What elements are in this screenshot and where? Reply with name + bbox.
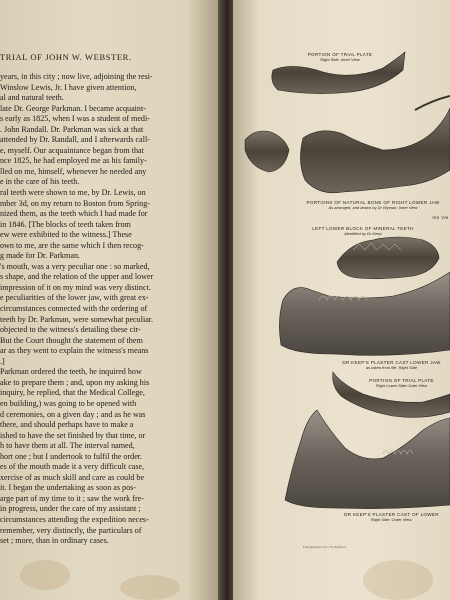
jaw-illustrations	[233, 0, 450, 600]
text-line: set ; more, than in ordinary cases.	[0, 536, 109, 546]
text-line: years, in this city ; now live, adjoining the resi-	[0, 72, 153, 81]
text-line: Winslow Lewis, Jr. I have given attention,	[0, 82, 137, 92]
text-line: d ceremonies, on a given day ; and as he was	[0, 409, 146, 419]
text-line: ral teeth were shown to me, by Dr. Lewis, on	[0, 188, 146, 198]
text-line: Parkman ordered the teeth, he inquired how	[0, 367, 142, 377]
text-line: nce 1825, he had employed me as his family-	[0, 156, 147, 166]
text-line: lled on me, himself, whenever he needed any	[0, 166, 147, 176]
caption-plaster-cast-bottom: DR KEEP'S PLASTER CAST OF LOWER Right Side. Outer View.	[344, 512, 439, 522]
text-line: there, and should perhaps have to make a	[0, 420, 134, 430]
text-line: in progress, under the care of my assistant ;	[0, 504, 141, 514]
text-line: e, myself. Our acquaintance began from that	[0, 145, 144, 155]
caption-trial-plate-bottom: PORTION OF TRIAL PLATE Right Lower Side Outer View	[369, 378, 434, 388]
foxing-stain	[363, 560, 433, 600]
text-line: mber 3d, on my return to Boston from Spring-	[0, 198, 150, 208]
text-line: nized them, as the teeth which I had made for	[0, 209, 148, 219]
text-line: hort one ; but I undertook to fulfil the order.	[0, 451, 143, 461]
text-line: own to me, are the same which I then recog-	[0, 240, 144, 250]
text-line: it. I began the undertaking as soon as pos-	[0, 483, 136, 493]
text-line: attended by Dr. Randall, and I afterwards call-	[0, 135, 150, 145]
caption-plaster-cast-right: DR KEEP'S PLASTER CAST LOWER JAW as taken from life. Right Side	[342, 360, 441, 370]
text-line: arge part of my time to it ; saw the work fre-	[0, 493, 144, 503]
caption-natural-bone: PORTIONS OF NATURAL BONE OF RIGHT LOWER JAW As arranged, and drawn by Dr Wyman, Inner View	[306, 200, 440, 210]
text-line: h to have them at all. The interval named,	[0, 441, 135, 451]
foxing-stain	[120, 575, 180, 600]
text-line: es of the mouth made it a very difficult case,	[0, 462, 145, 472]
text-line: objected to the witness's detailing these cir-	[0, 325, 141, 335]
text-line: .]	[0, 356, 5, 366]
plaster-cast-bottom-drawing	[285, 410, 450, 509]
text-line: s shape, and the relation of the upper and lower	[0, 272, 154, 282]
text-line: circumstances connected with the ordering of	[0, 304, 148, 314]
bone-fragment-left-drawing	[245, 131, 289, 172]
text-line: ew were exhibited to the witness.] These	[0, 230, 132, 240]
text-line: impression of it on my mind was very distinct.	[0, 282, 151, 292]
text-line: g made for Dr. Parkman.	[0, 251, 81, 261]
text-line: s early as 1825, when I was a student of medi-	[0, 114, 150, 124]
natural-bone-drawing	[300, 108, 450, 193]
text-line: 's mouth, was a very peculiar one : so marked,	[0, 261, 150, 271]
text-line: e in the care of his teeth.	[0, 177, 80, 187]
text-line: xercise of as much skill and care as could be	[0, 472, 145, 482]
text-line: e peculiarities of the lower jaw, with great ex-	[0, 293, 149, 303]
text-line: ar as they went to explain the witness's means	[0, 346, 149, 356]
page-text-block	[0, 72, 214, 547]
lithographer-imprint: Lithographed by J. H. Bufford	[303, 545, 346, 549]
text-line: late Dr. George Parkman. I became acquaint-	[0, 103, 146, 113]
text-line: But the Court thought the statement of them	[0, 335, 143, 345]
mineral-teeth-block-drawing	[337, 237, 439, 279]
caption-trial-plate-top: PORTION OF TRIAL PLATE Right Side, Inner View	[307, 52, 373, 62]
left-page	[0, 0, 220, 600]
caption-natural-bone-side: Inn Vie	[432, 215, 449, 220]
right-page-plate	[233, 0, 450, 600]
text-line: ake to prepare them ; and, upon my asking his	[0, 377, 150, 387]
plaster-cast-right-drawing	[279, 272, 450, 355]
text-line: in 1846. [The blocks of teeth taken from	[0, 219, 131, 229]
text-line: inquiry, he replied, that the Medical College,	[0, 388, 145, 398]
running-head: TRIAL OF JOHN W. WEBSTER.	[0, 52, 132, 62]
text-line: en building,) was going to be opened with	[0, 398, 137, 408]
text-line: teeth by Dr. Parkman, were somewhat peculiar.	[0, 314, 154, 324]
text-line: remember, very distinctly, the particulars of	[0, 525, 142, 535]
foxing-stain	[20, 560, 70, 590]
text-line: al and natural teeth.	[0, 93, 64, 103]
text-line: ished to have the set finished by that time, or	[0, 430, 146, 440]
caption-mineral-teeth: LEFT LOWER BLOCK OF MINERAL TEETH Identified by Dr Keep	[312, 226, 414, 236]
text-line: circumstances attending the expedition neces-	[0, 514, 149, 524]
text-line: . John Randall. Dr. Parkman was sick at that	[0, 124, 144, 134]
